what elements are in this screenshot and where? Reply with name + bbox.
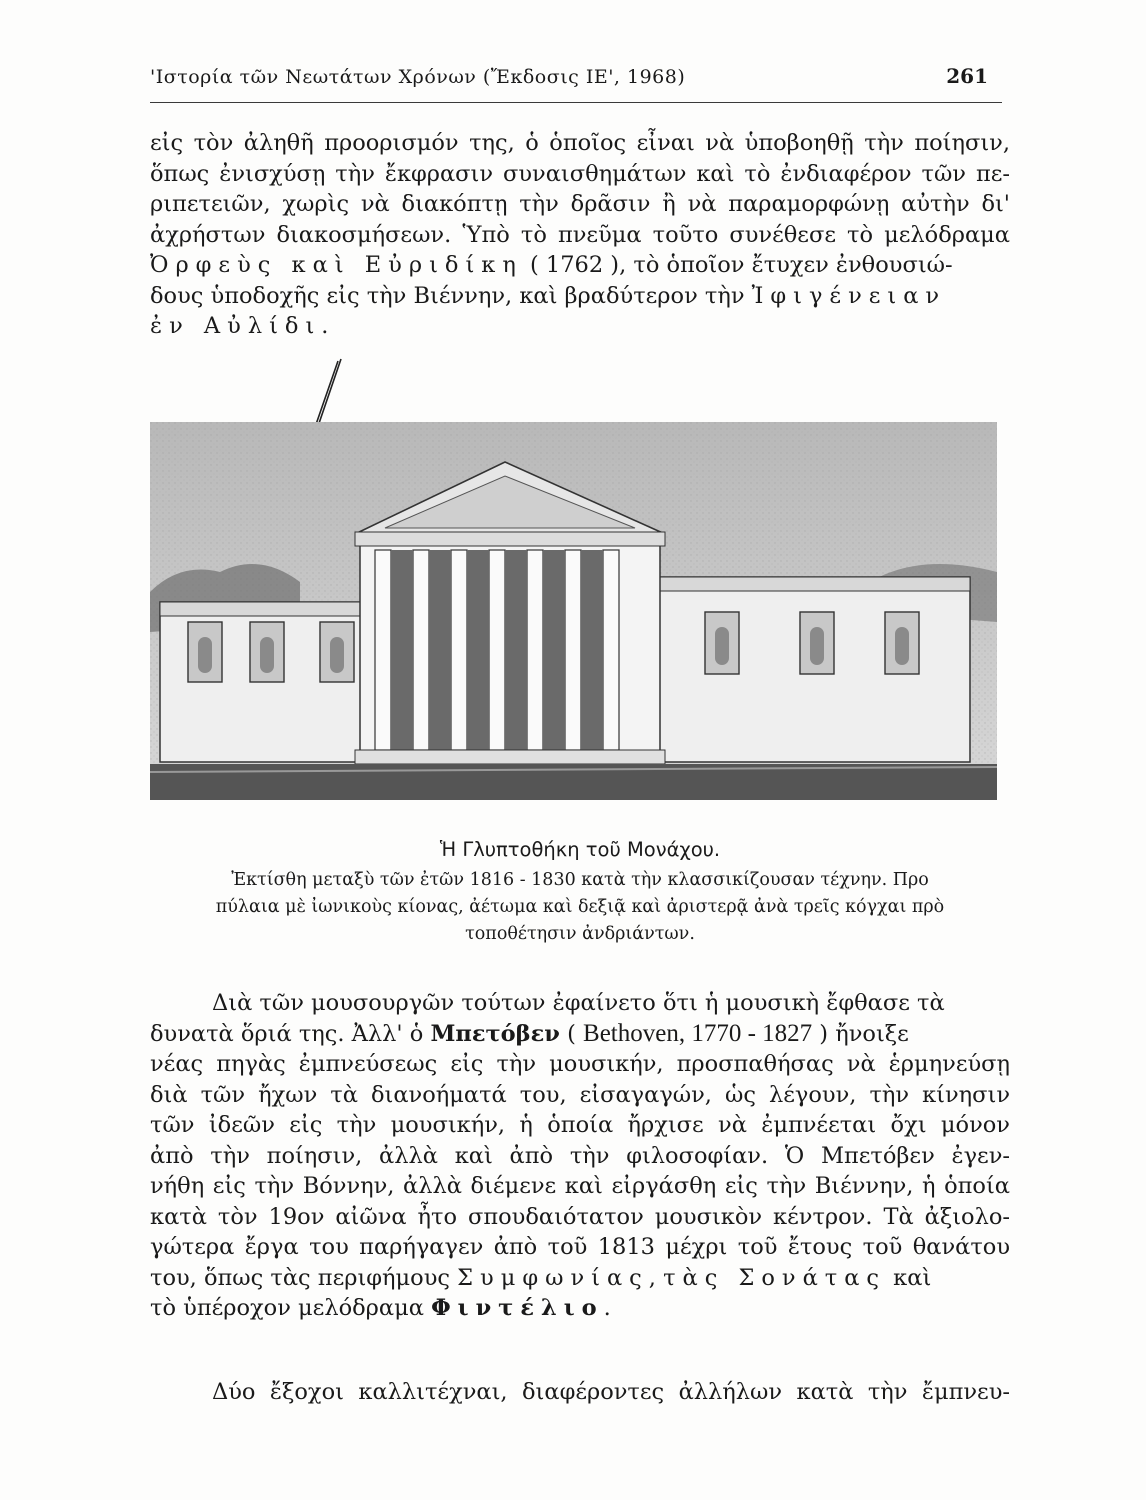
glyptothek-illustration [150, 422, 997, 800]
running-header [150, 62, 1002, 103]
text-fragment: ( 1762 ), τὸ ὁποῖον ἔτυχεν ἐνθουσιώ- [522, 252, 953, 278]
text-line [150, 250, 1010, 281]
text-line: διὰ τῶν ἤχων τὰ διανοήματά του, εἰσαγαγών, ὡς λέγουν, τὴν κίνησιν [150, 1081, 1010, 1108]
opera-title-aulis: ἐν Αὐλίδι [150, 313, 322, 339]
text-fragment: ) ἤνοιξε [812, 1020, 909, 1047]
text-fragment: καὶ [886, 1264, 932, 1291]
text-line: κατὰ τὸν 19ον αἰῶνα ἦτο σπουδαιότατον μουσικὸν κέντρον. Τὰ ἀξιολο- [150, 1203, 1010, 1230]
page-number: 261 [946, 64, 988, 88]
text-fragment: . [321, 313, 329, 339]
work-title-symphonies: Συμφωνίας [457, 1264, 649, 1291]
paragraph-beethoven [150, 988, 1010, 1324]
text-line: εἰς τὸν ἀληθῆ προορισμόν της, ὁ ὁποῖος εἶναι νὰ ὑποβοηθῇ τὴν ποίησιν, [150, 130, 1010, 156]
work-title-fidelio: Φιντέλιο [431, 1295, 604, 1321]
work-title-sonatas: τὰς Σονάτας [663, 1264, 887, 1291]
caption-line: Ἐκτίσθη μεταξὺ τῶν ἐτῶν 1816 - 1830 κατὰ τὴν κλασσικίζουσαν τέχνην. Προ [231, 870, 929, 890]
paragraph-gluck [150, 128, 1010, 342]
text-line: Δύο ἔξοχοι καλλιτέχναι, διαφέροντες ἀλλήλων κατὰ τὴν ἔμπνευ- [212, 1379, 1010, 1405]
text-line: ἀχρήστων διακοσμήσεων. Ὑπὸ τὸ πνεῦμα τοῦτο συνέθεσε τὸ μελόδραμα [150, 221, 1010, 248]
museum-photograph [150, 422, 997, 800]
text-fragment: του, ὅπως τὰς περιφήμους [150, 1264, 458, 1291]
text-fragment: τὸ ὑπέροχον μελόδραμα [150, 1295, 432, 1321]
text-fragment: . [603, 1295, 611, 1321]
text-fragment: ( [559, 1020, 584, 1047]
text-line: Διὰ τῶν μουσουργῶν τούτων ἐφαίνετο ὅτι ἡ μουσικὴ ἔφθασε τὰ [212, 990, 945, 1016]
figure-caption [150, 838, 1010, 948]
text-fragment: δους ὑποδοχῆς εἰς τὴν Βιέννην, καὶ βραδύτερον τὴν [150, 282, 752, 309]
opera-title-orpheus: Ὀρφεὺς καὶ Εὐριδίκη [150, 252, 523, 278]
text-line: ὅπως ἐνισχύσῃ τὴν ἔκφρασιν συναισθημάτων καὶ τὸ ἐνδιαφέρον τῶν πε- [150, 160, 1010, 187]
caption-line: τοποθέτησιν ἀνδριάντων. [465, 924, 695, 944]
caption-title: Ἡ Γλυπτοθήκη τοῦ Μονάχου. [439, 838, 721, 861]
text-line [150, 1263, 1010, 1294]
text-line: νήθη εἰς τὴν Βόννην, ἀλλὰ διέμενε καὶ εἰργάσθη εἰς τὴν Βιέννην, ἡ ὁποία [150, 1173, 1010, 1199]
caption-line: πύλαια μὲ ἰωνικοὺς κίονας, ἀέτωμα καὶ δεξιᾷ καὶ ἀριστερᾷ ἀνὰ τρεῖς κόγχαι πρὸ [215, 897, 945, 917]
text-line [150, 311, 1010, 342]
text-fragment: δυνατὰ ὅριά της. Ἀλλ' ὁ [150, 1020, 431, 1047]
text-line: νέας πηγὰς ἐμπνεύσεως εἰς τὴν μουσικήν, προσπαθήσας νὰ ἑρμηνεύσῃ [150, 1051, 1010, 1077]
header-title: 'Ιστορία τῶν Νεωτάτων Χρόνων (Ἔκδοσις ΙΕ', 1968) [150, 66, 686, 88]
text-line: ριπετειῶν, χωρὶς νὰ διακόπτῃ τὴν δρᾶσιν ἢ νὰ παραμορφώνῃ αὐτὴν δι' [150, 191, 1010, 217]
latin-name-dates: Bethoven, 1770 - 1827 [583, 1019, 813, 1047]
text-line [150, 1019, 1010, 1050]
text-fragment: , [648, 1264, 664, 1291]
text-line: ἀπὸ τὴν ποίησιν, ἀλλὰ καὶ ἀπὸ τὴν φιλοσοφίαν. Ὁ Μπετόβεν ἐγεν- [150, 1142, 1010, 1169]
text-line: τῶν ἰδεῶν εἰς τὴν μουσικήν, ἡ ὁποία ἤρχισε νὰ ἐμπνέεται ὄχι μόνον [150, 1112, 1010, 1138]
text-line [150, 281, 1010, 312]
text-line: γώτερα ἔργα του παρήγαγεν ἀπὸ τοῦ 1813 μέχρι τοῦ ἔτους τοῦ θανάτου [150, 1234, 1010, 1260]
paragraph-next [150, 1377, 1010, 1408]
composer-name-beethoven: Μπετόβεν [430, 1020, 560, 1047]
opera-title-iphigenia: Ἰφιγένειαν [751, 282, 947, 309]
text-line [150, 1293, 1010, 1324]
